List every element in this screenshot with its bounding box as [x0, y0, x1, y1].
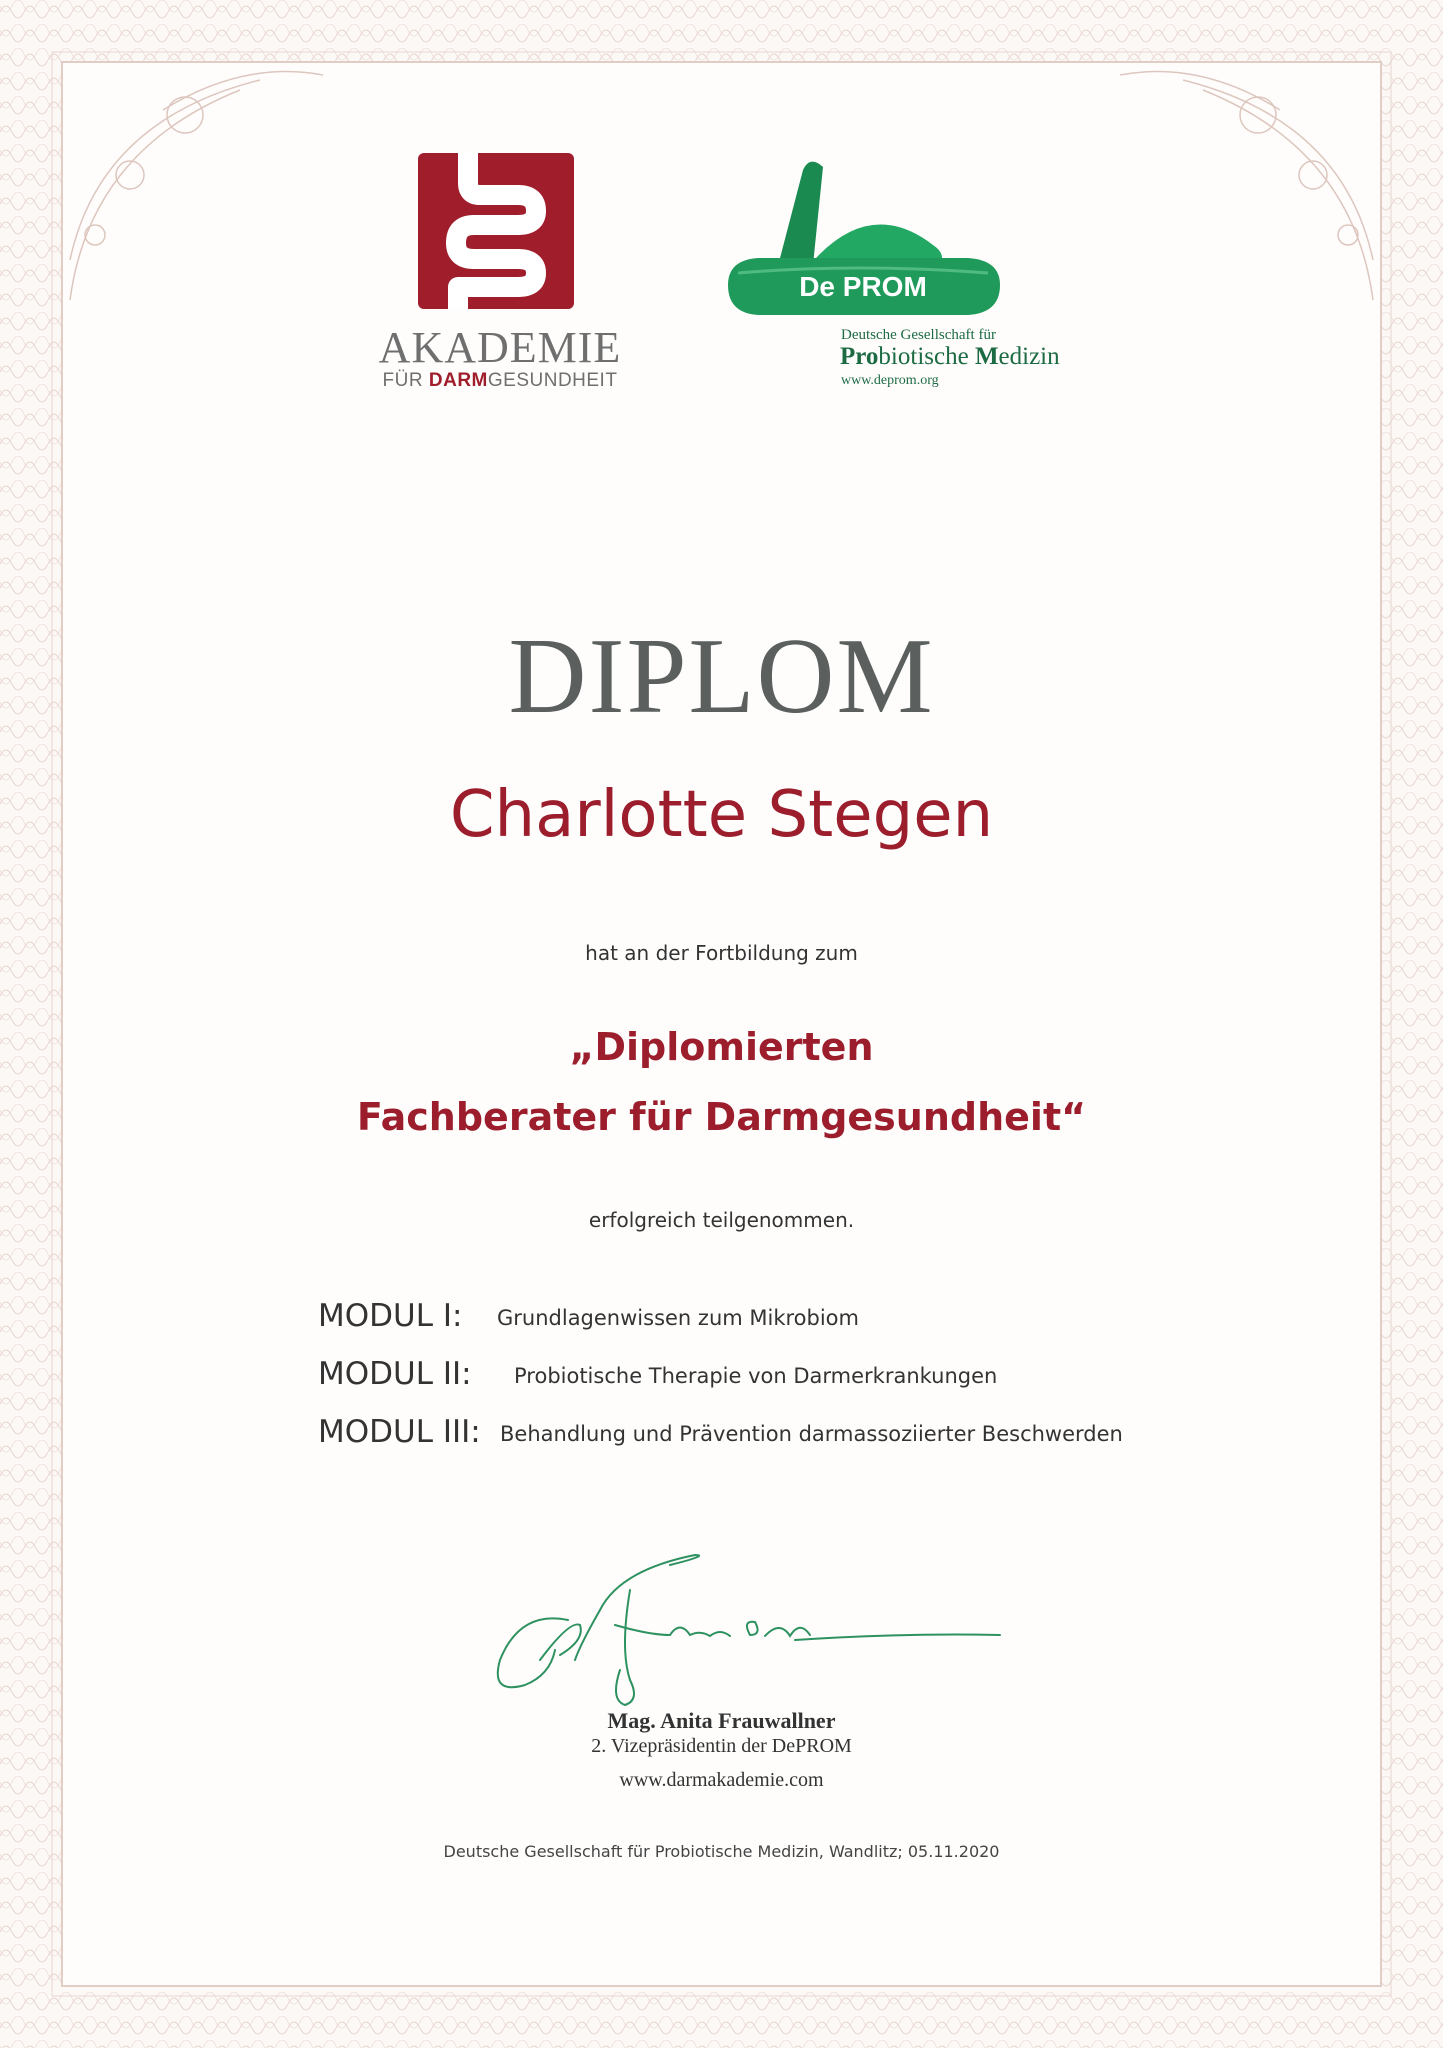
- footer-text: Deutsche Gesellschaft für Probiotische Medizin, Wandlitz; 05.11.2020: [443, 1842, 1000, 1861]
- module-label: MODUL I:: [318, 1298, 463, 1334]
- deprom-url: www.deprom.org: [841, 373, 939, 388]
- deprom-label: De PROM: [799, 271, 927, 302]
- signature: [480, 1550, 1010, 1710]
- intestine-icon: [418, 153, 574, 309]
- module-description: Grundlagenwissen zum Mikrobiom: [497, 1306, 859, 1330]
- signer-role: 2. Vizepräsidentin der DePROM: [591, 1735, 852, 1757]
- deprom-logo: [718, 155, 1118, 400]
- module-row: [318, 1414, 1123, 1450]
- module-row: [318, 1356, 998, 1392]
- module-label: MODUL II:: [318, 1356, 472, 1392]
- deprom-shape-icon: [718, 155, 1008, 330]
- course-title-line-2: Fachberater für Darmgesundheit“: [356, 1095, 1087, 1139]
- signer-website: www.darmakademie.com: [619, 1769, 824, 1791]
- signer-name: Mag. Anita Frauwallner: [607, 1708, 836, 1733]
- intro-text: hat an der Fortbildung zum: [585, 941, 858, 965]
- recipient-name: Charlotte Stegen: [449, 778, 994, 852]
- module-label: MODUL III:: [318, 1414, 481, 1450]
- akademie-subtitle: FÜR DARMGESUNDHEIT: [382, 370, 618, 391]
- module-description: Behandlung und Prävention darmassoziierter Beschwerden: [500, 1422, 1123, 1446]
- deprom-tagline-2: Probiotische Medizin: [840, 343, 1060, 370]
- outro-text: erfolgreich teilgenommen.: [588, 1208, 855, 1232]
- module-description: Probiotische Therapie von Darmerkrankungen: [514, 1364, 998, 1388]
- akademie-logo: [370, 150, 630, 395]
- module-row: [318, 1298, 859, 1334]
- akademie-name: AKADEMIE: [378, 323, 622, 372]
- deprom-tagline-1: Deutsche Gesellschaft für: [841, 327, 996, 343]
- diploma-title: DIPLOM: [508, 617, 935, 736]
- course-title-line-1: „Diplomierten: [569, 1025, 874, 1069]
